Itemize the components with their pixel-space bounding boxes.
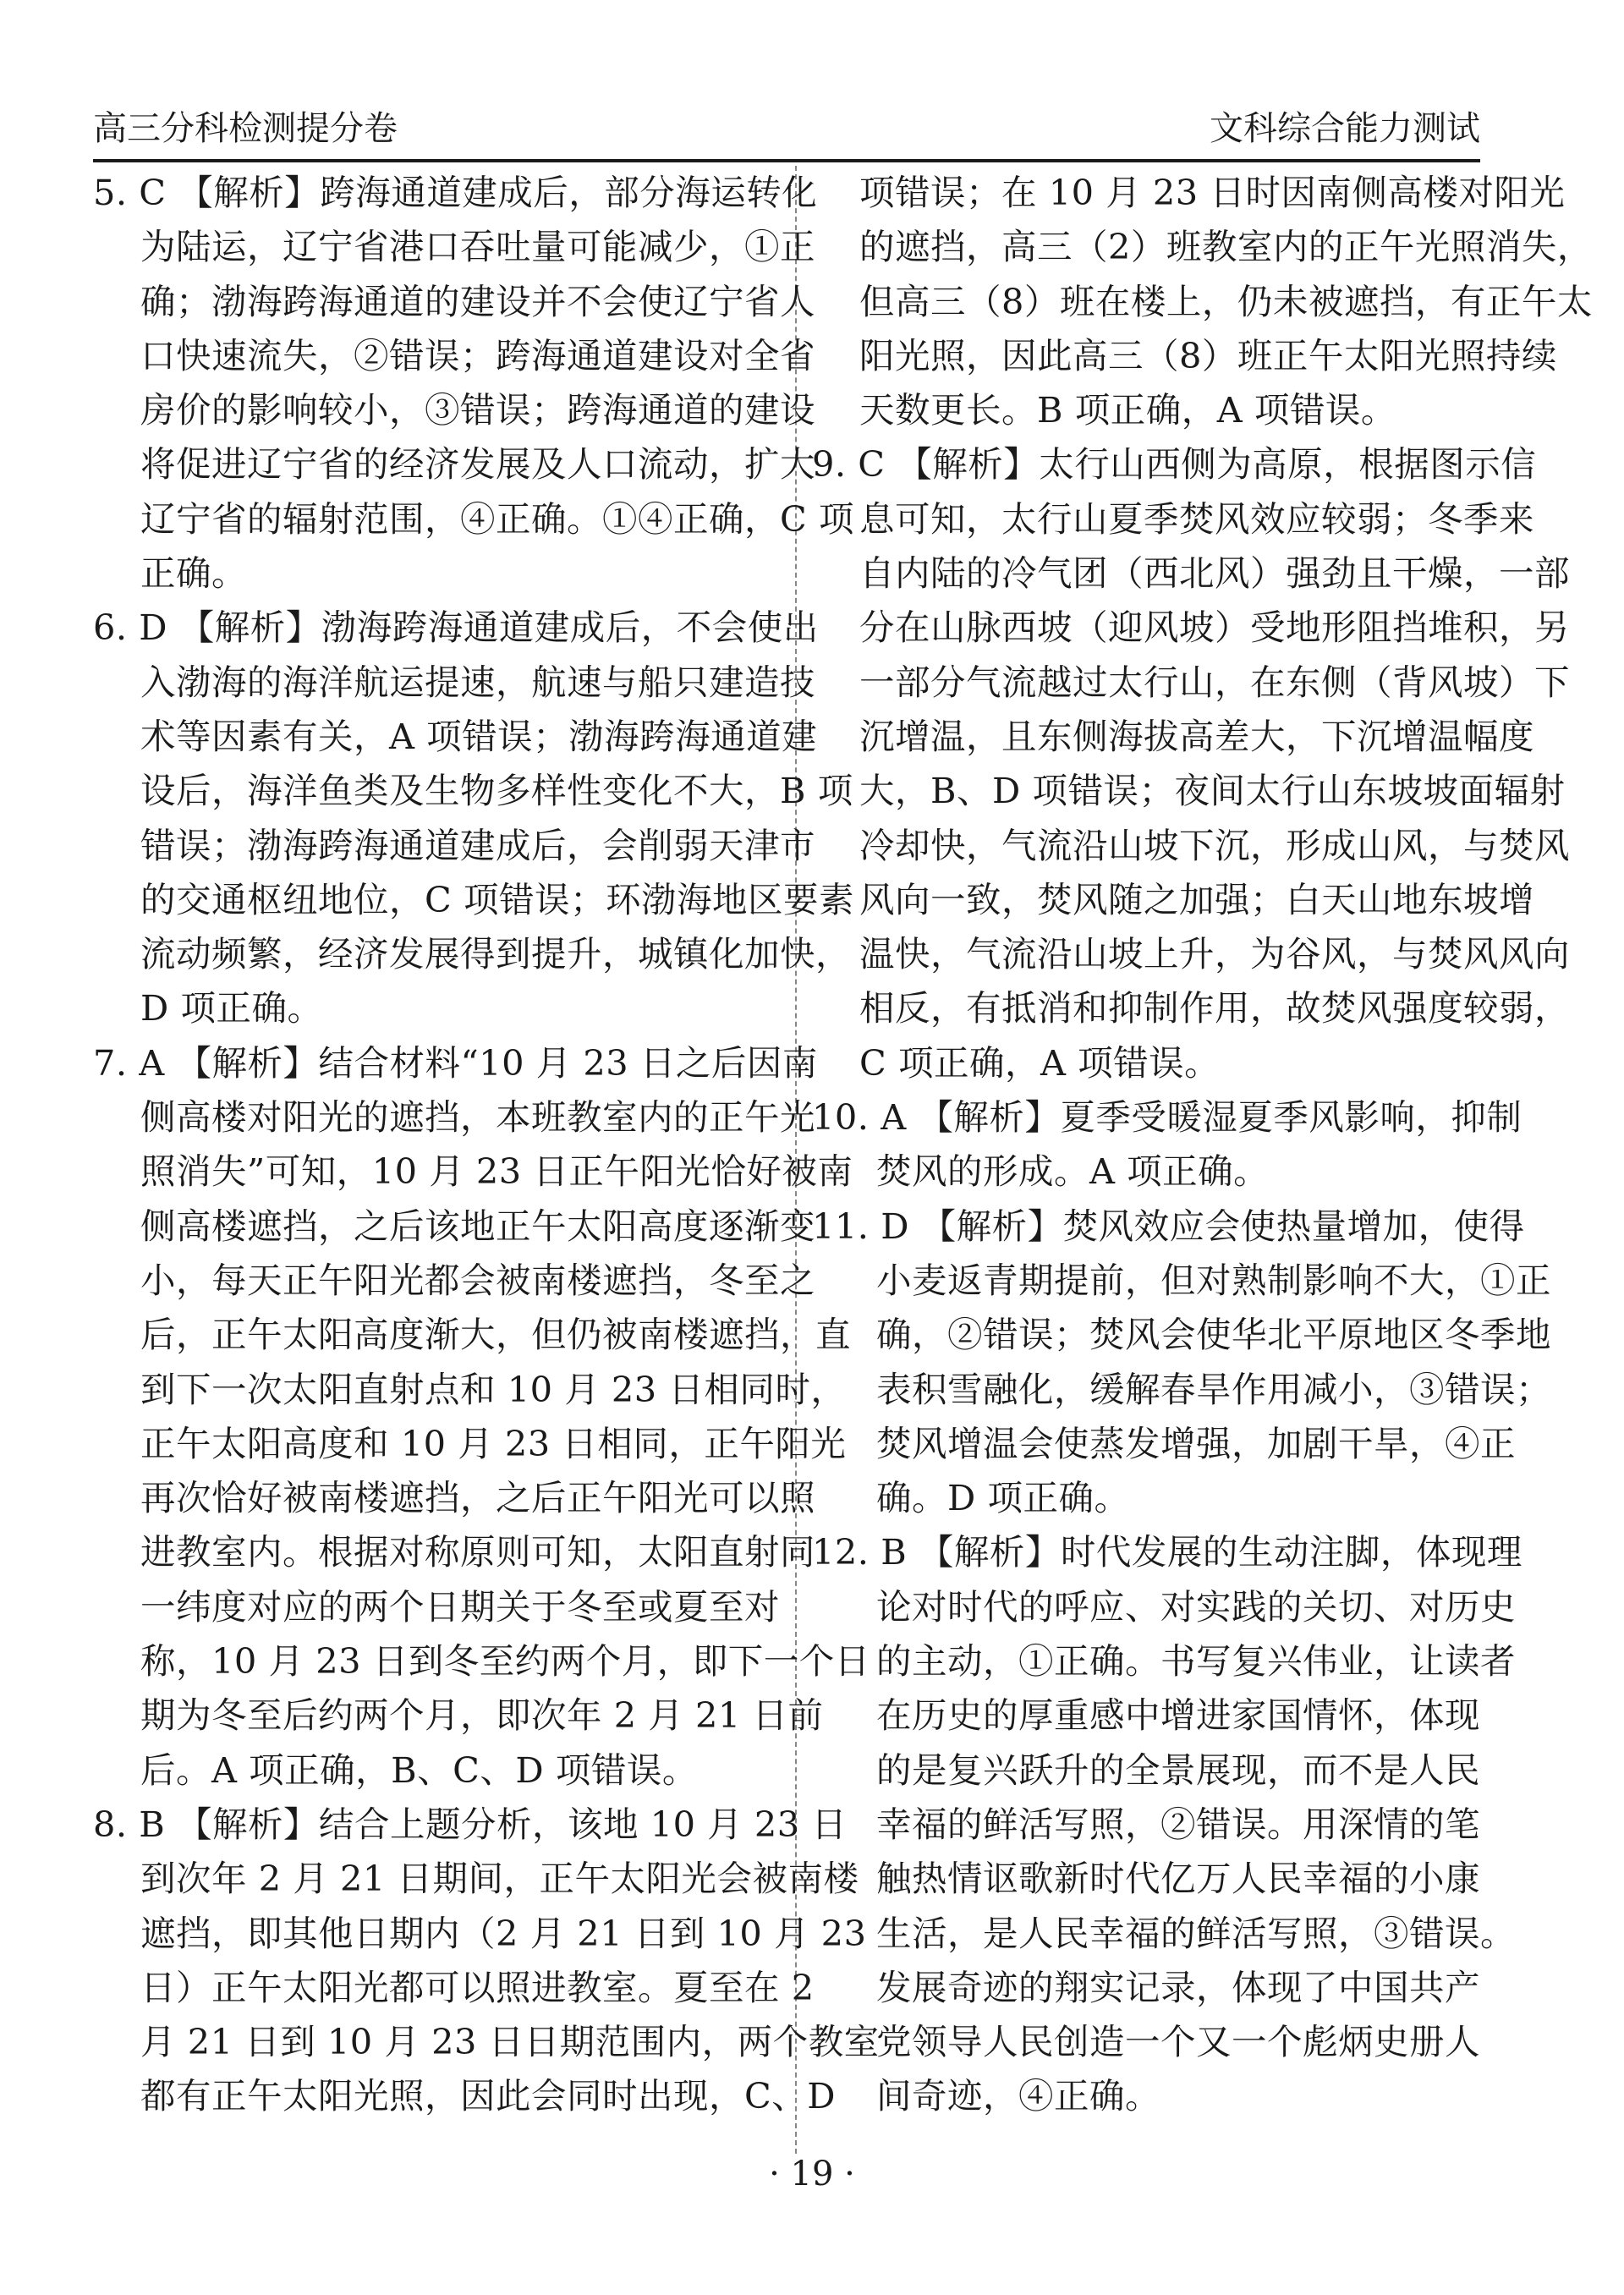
answer-line: 的主动，①正确。书写复兴伟业，让读者 — [876, 1640, 1517, 1683]
answer-line: 到次年 2 月 21 日期间，正午太阳光会被南楼 — [140, 1858, 859, 1900]
answer-line: 小，每天正午阳光都会被南楼遮挡，冬至之 — [140, 1259, 816, 1301]
answer-first-line: 6. D 【解析】渤海跨海通道建成后，不会使出 — [93, 607, 819, 649]
answer-first-line: 11. D 【解析】焚风效应会使热量增加，使得 — [812, 1205, 1525, 1247]
answer-line: 一部分气流越过太行山，在东侧（背风坡）下 — [859, 661, 1571, 703]
answer-line: 天数更长。B 项正确，A 项错误。 — [859, 389, 1396, 431]
answer-line: 发展奇迹的翔实记录，体现了中国共产 — [876, 1966, 1481, 2008]
answer-line: 沉增温，且东侧海拔高差大，下沉增温幅度 — [859, 715, 1535, 757]
answer-line: 小麦返青期提前，但对熟制影响不大，①正 — [876, 1259, 1552, 1301]
left-column — [93, 166, 880, 2124]
answer-first-line: 8. B 【解析】结合上题分析，该地 10 月 23 日 — [93, 1803, 848, 1845]
answer-first-line: 10. A 【解析】夏季受暖湿夏季风影响，抑制 — [812, 1096, 1522, 1139]
answer-line: 正午太阳高度和 10 月 23 日相同，正午阳光 — [140, 1422, 847, 1464]
answer-item — [812, 1200, 1552, 1526]
answer-first-line: 5. C 【解析】跨海通道建成后，部分海运转化 — [93, 172, 818, 213]
answer-line: 再次恰好被南楼遮挡，之后正午阳光可以照 — [140, 1477, 816, 1519]
answer-line: 风向一致，焚风随之加强；白天山地东坡增 — [859, 878, 1535, 920]
answer-line: 的交通枢纽地位，C 项错误；环渤海地区要素 — [140, 878, 854, 920]
answer-line: 后。A 项正确，B、C、D 项错误。 — [140, 1749, 698, 1791]
page-header — [93, 98, 1480, 162]
answer-item — [812, 1090, 1522, 1200]
page-number: · 19 · — [769, 2155, 855, 2193]
answer-line: 的遮挡，高三（2）班教室内的正午光照消失， — [859, 226, 1593, 268]
answer-line: 项错误；在 10 月 23 日时因南侧高楼对阳光 — [859, 172, 1566, 213]
answer-line: 进教室内。根据对称原则可知，太阳直射同 — [140, 1531, 816, 1573]
answer-line: 分在山脉西坡（迎风坡）受地形阻挡堆积，另 — [859, 607, 1571, 649]
answer-line: 入渤海的海洋航运提速，航速与船只建造技 — [140, 661, 816, 703]
answer-line: 但高三（8）班在楼上，仍未被遮挡，有正午太 — [859, 280, 1593, 322]
answer-line: 确，②错误；焚风会使华北平原地区冬季地 — [876, 1314, 1552, 1356]
answer-line: 息可知，太行山夏季焚风效应较弱；冬季来 — [859, 497, 1535, 540]
answer-line: 遮挡，即其他日期内（2 月 21 日到 10 月 23 — [140, 1912, 867, 1954]
answer-item — [93, 166, 854, 601]
answer-line: 温快，气流沿山坡上升，为谷风，与焚风风向 — [859, 933, 1571, 975]
answer-line: 确；渤海跨海通道的建设并不会使辽宁省人 — [140, 280, 816, 322]
right-column — [812, 166, 1593, 2124]
answer-line: 触热情讴歌新时代亿万人民幸福的小康 — [876, 1858, 1481, 1900]
answer-item — [812, 1525, 1522, 2123]
header-title-right: 文科综合能力测试 — [1210, 109, 1480, 148]
answer-item — [93, 1036, 870, 1798]
answer-line: 后，正午太阳高度渐大，但仍被南楼遮挡，直 — [140, 1314, 852, 1356]
answer-line: 设后，海洋鱼类及生物多样性变化不大，B 项 — [140, 770, 853, 812]
answer-line: 表积雪融化，缓解春旱作用减小，③错误； — [876, 1368, 1552, 1410]
answer-line: 幸福的鲜活写照，②错误。用深情的笔 — [876, 1803, 1481, 1845]
answer-line: D 项正确。 — [140, 987, 323, 1029]
answer-line: 侧高楼遮挡，之后该地正午太阳高度逐渐变 — [140, 1205, 816, 1247]
answer-first-line: 9. C 【解析】太行山西侧为高原，根据图示信 — [812, 443, 1537, 486]
answer-line: 照消失”可知，10 月 23 日正午阳光恰好被南 — [140, 1150, 853, 1193]
answer-item — [93, 1798, 880, 2124]
answer-line: 在历史的厚重感中增进家国情怀，体现 — [876, 1694, 1481, 1737]
answer-line: 冷却快，气流沿山坡下沉，形成山风，与焚风 — [859, 824, 1571, 866]
answer-line: 日）正午太阳光都可以照进教室。夏至在 2 — [140, 1966, 815, 2008]
answer-first-line: 7. A 【解析】结合材料“10 月 23 日之后因南 — [93, 1041, 818, 1084]
answer-first-line: 12. B 【解析】时代发展的生动注脚，体现理 — [812, 1531, 1522, 1573]
answer-line: 辽宁省的辐射范围，④正确。①④正确，C 项 — [140, 497, 854, 540]
answer-line: 称，10 月 23 日到冬至约两个月，即下一个日 — [140, 1640, 870, 1683]
answer-line: 的是复兴跃升的全景展现，而不是人民 — [876, 1749, 1481, 1791]
answer-line: 为陆运，辽宁省港口吞吐量可能减少，①正 — [140, 226, 816, 268]
answer-line: 都有正午太阳光照，因此会同时出现，C、D — [140, 2075, 837, 2117]
answer-line: 自内陆的冷气团（西北风）强劲且干燥，一部 — [859, 552, 1571, 595]
answer-line: 流动频繁，经济发展得到提升，城镇化加快， — [140, 933, 852, 975]
answer-line: 阳光照，因此高三（8）班正午太阳光照持续 — [859, 334, 1557, 376]
answer-item — [93, 601, 854, 1035]
answer-line: 到下一次太阳直射点和 10 月 23 日相同时， — [140, 1368, 847, 1410]
answer-item — [812, 437, 1571, 1090]
answer-line: 期为冬至后约两个月，即次年 2 月 21 日前 — [140, 1694, 824, 1737]
answer-line: 房价的影响较小，③错误；跨海通道的建设 — [140, 389, 816, 431]
answer-line: 一纬度对应的两个日期关于冬至或夏至对 — [140, 1585, 781, 1628]
answer-line: 口快速流失，②错误；跨海通道建设对全省 — [140, 334, 816, 376]
answer-line: 相反，有抵消和抑制作用，故焚风强度较弱， — [859, 987, 1571, 1029]
answer-line: 错误；渤海跨海通道建成后，会削弱天津市 — [140, 824, 816, 866]
answer-line: 大，B、D 项错误；夜间太行山东坡坡面辐射 — [859, 770, 1566, 812]
answer-line: 确。D 项正确。 — [876, 1477, 1130, 1519]
answer-item — [812, 166, 1593, 437]
answer-line: 焚风的形成。A 项正确。 — [876, 1150, 1270, 1193]
answer-line: 论对时代的呼应、对实践的关切、对历史 — [876, 1585, 1517, 1628]
answer-line: 焚风增温会使蒸发增强，加剧干旱，④正 — [876, 1422, 1517, 1464]
answer-line: 将促进辽宁省的经济发展及人口流动，扩大 — [140, 443, 816, 486]
answer-line: 侧高楼对阳光的遮挡，本班教室内的正午光 — [140, 1096, 816, 1139]
answer-line: 间奇迹，④正确。 — [876, 2075, 1161, 2117]
answer-line: 正确。 — [140, 552, 248, 595]
header-title-left: 高三分科检测提分卷 — [93, 109, 398, 148]
answer-line: 党领导人民创造一个又一个彪炳史册人 — [876, 2021, 1481, 2063]
answer-line: C 项正确，A 项错误。 — [859, 1041, 1221, 1084]
answer-line: 月 21 日到 10 月 23 日日期范围内，两个教室 — [140, 2021, 880, 2063]
answer-line: 术等因素有关，A 项错误；渤海跨海通道建 — [140, 715, 818, 757]
answer-line: 生活，是人民幸福的鲜活写照，③错误。 — [876, 1912, 1517, 1954]
